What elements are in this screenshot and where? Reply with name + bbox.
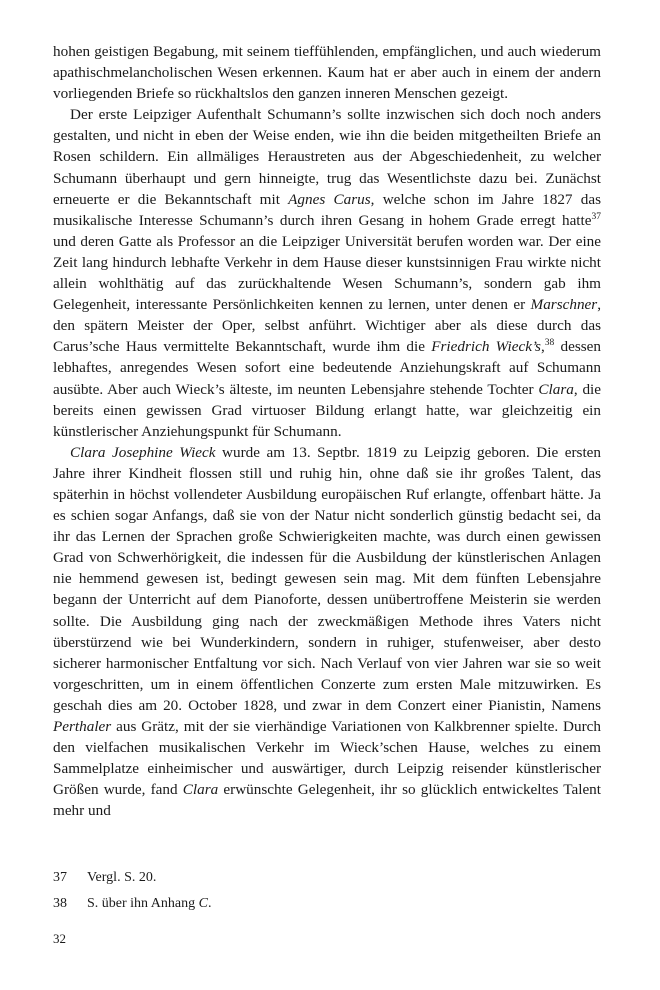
paragraph-3: [53, 442, 601, 822]
italic-text: Clara Josephine Wieck: [70, 443, 216, 461]
body-text: [53, 41, 601, 821]
text-run: S. über ihn Anhang: [87, 896, 199, 911]
footnote-text: [87, 870, 156, 885]
text-run: hohen geistigen Begabung, mit seinem tieffühlenden, empfänglichen, und auch wiederum apathischmelancholischen Wesen erkennen. Kaum hat er aber auch in einem der andern vorliegenden Briefe so rückhaltslos den ganzen inneren Menschen gezeigt.: [53, 43, 601, 103]
footnote-37: [53, 868, 156, 888]
text-run: .: [207, 896, 212, 911]
italic-text: Agnes Carus: [288, 190, 371, 208]
footnote-ref: 38: [544, 338, 555, 349]
text-run: ,: [540, 338, 545, 356]
paragraph-2: [53, 104, 601, 442]
text-run: aus Grätz, mit der sie vierhändige Variationen von Kalkbrenner spielte. Durch den vielfachen musikalischen Verkehr im Wieck’schen Hause, welches zu einem Sammelplatze einheimischer und auswärtiger, durch Leipzig reisender künstlerischer Größen wurde, fand: [53, 718, 601, 799]
text-run: , welche schon im Jahre 1827 das musikalische Interesse Schumann’s durch ihren Gesang in hohem Grade erregt hatte: [53, 190, 602, 229]
text-run: , die bereits einen gewissen Grad virtuoser Bildung erlangt hatte, war gleichzeitig ein künstlerischer Anziehungspunkt für Schumann.: [53, 380, 601, 440]
footnote-38: [53, 894, 211, 914]
page-number: 32: [53, 931, 66, 946]
paragraph-1: [53, 41, 601, 104]
text-run: Vergl. S. 20.: [87, 870, 157, 885]
text-run: , den spätern Meister der Oper, selbst anführt. Wichtiger aber als diese durch das Carus’sche Haus vermittelte Bekanntschaft, wurde ihm die: [53, 296, 601, 356]
text-run: erwünschte Gelegenheit, ihr so glücklich entwickeltes Talent mehr und: [53, 781, 601, 820]
italic-text: Friedrich Wieck’s: [431, 338, 541, 356]
text-run: dessen lebhaftes, anregendes Wesen sofort eine bedeutende Anziehungskraft auf Schumann ausübte. Aber auch Wieck’s älteste, im neunten Lebensjahre stehende Tochter: [53, 338, 601, 398]
italic-text: C: [198, 896, 208, 911]
text-run: und deren Gatte als Professor an die Leipziger Universität berufen worden war. Der eine Zeit lang hindurch lebhafte Verkehr in dem Hause dieser kunstsinnigen Frau wirkte nicht allein wohlthätig auf das zurückhaltende Wesen Schumann’s, sondern gab ihm Gelegenheit, interessante Persönlichkeiten kennen zu lernen, unter denen er: [53, 232, 601, 314]
italic-text: Clara: [182, 781, 219, 799]
italic-text: Clara: [538, 380, 574, 398]
footnote-text: [87, 896, 211, 911]
footnote-number: 38: [53, 896, 67, 911]
text-run: wurde am 13. Septbr. 1819 zu Leipzig geboren. Die ersten Jahre ihrer Kindheit flossen still und ruhig hin, ohne daß sie ihr großes Talent, das späterhin in höchst vollendeter Ausbildung europäischen Ruf erlangte, offenbart hätte. Ja es schien sogar Anfangs, daß sie von der Natur nicht sonderlich günstig bedacht sei, da ihr das Lernen der Sprachen große Schwierigkeiten machte, was durch einen gewissen Grad von Schwerhörigkeit, die indessen für die Ausbildung der künstlerischen Anlagen nie hemmend gewesen ist, bedingt gewesen sein mag. Mit dem fünften Lebensjahre begann der Unterricht auf dem Pianoforte, dessen unübertroffene Meisterin sie werden sollte. Die Ausbildung ging nach der zweckmäßigen Methode ihres Vaters nicht überstürzend wie bei Wunderkindern, sondern in ruhiger, stufenweiser, aber desto sicherer harmonischer Entfaltung vor sich. Nach Verlauf von vier Jahren war sie so weit vorgeschritten, um in einem öffentlichen Conzerte zum ersten Male mitzuwirken. Es geschah dies am 20. October 1828, und zwar in dem Conzert einer Pianistin, Namens: [53, 443, 601, 714]
italic-text: Marschner: [530, 296, 598, 314]
italic-text: Perthaler: [53, 718, 112, 735]
footnote-ref: 37: [591, 211, 601, 222]
text-run: Der erste Leipziger Aufenthalt Schumann’s sollte inzwischen sich doch noch anders gestalten, und nicht in eben der Weise enden, wie ihn die beiden mitgetheilten Briefe an Rosen schildern. Ein allmäliges Heraustreten aus der Abgeschiedenheit, zu welcher Schumann überhaupt und gern hinneigte, trug das Wesentlichste dazu bei. Zunächst erneuerte er die Bekanntschaft mit: [53, 106, 601, 208]
footnote-number: 37: [53, 870, 67, 885]
